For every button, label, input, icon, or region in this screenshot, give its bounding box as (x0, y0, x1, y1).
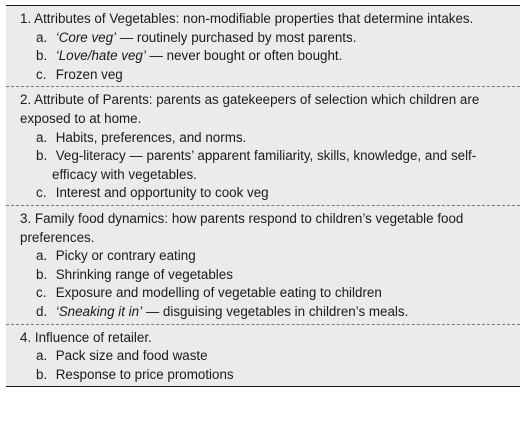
theme-section (6, 205, 520, 324)
themes-table (6, 5, 520, 387)
item-text: Frozen veg (55, 66, 123, 82)
item-text: Picky or contrary eating (55, 248, 196, 264)
item-label: b. (36, 148, 48, 164)
item-label: c. (36, 185, 47, 201)
list-item (36, 129, 512, 148)
theme-heading: 4. Influence of retailer. (20, 329, 152, 345)
theme-heading: 3. Family food dynamics: how parents respond to children’s vegetable food preferences. (20, 210, 464, 245)
theme-heading: 2. Attribute of Parents: parents as gatekeepers of selection which children are exposed to at home. (20, 92, 480, 126)
item-label: b. (36, 48, 48, 64)
item-label: a. (36, 348, 48, 364)
item-label: d. (36, 303, 48, 319)
item-text: Interest and opportunity to cook veg (55, 185, 269, 201)
list-item (36, 247, 512, 266)
theme-heading: 1. Attributes of Vegetables: non-modifiable properties that determine intakes. (20, 11, 474, 26)
item-label: c. (36, 66, 47, 82)
item-text: Response to price promotions (55, 366, 234, 382)
item-label: a. (36, 248, 48, 264)
item-emphasis: ‘Sneaking it in’ (55, 303, 143, 319)
theme-section (6, 324, 520, 387)
item-text: Habits, preferences, and norms. (55, 129, 247, 145)
list-item (36, 29, 512, 48)
list-item (36, 266, 512, 285)
item-text: Shrinking range of vegetables (55, 266, 233, 282)
item-text: — never bought or often bought. (145, 48, 343, 64)
list-item (36, 184, 512, 203)
item-text: — routinely purchased by most parents. (116, 29, 357, 45)
item-text: Pack size and food waste (55, 348, 208, 364)
item-text: Veg-literacy — parents’ apparent familiarity, skills, knowledge, and self-efficacy with vegetables. (52, 148, 477, 182)
item-emphasis: ‘Core veg’ (55, 29, 117, 45)
list-item (36, 303, 512, 322)
item-emphasis: ‘Love/hate veg’ (55, 48, 146, 64)
item-text: — disguising vegetables in children’s meals. (142, 303, 409, 319)
item-text: Exposure and modelling of vegetable eating to children (55, 285, 382, 301)
list-item (36, 347, 512, 366)
item-label: a. (36, 129, 48, 145)
theme-section (6, 6, 520, 86)
item-label: b. (36, 366, 48, 382)
list-item (36, 47, 512, 66)
item-label: a. (36, 29, 48, 45)
list-item (36, 284, 512, 303)
list-item (36, 147, 512, 184)
list-item (36, 366, 512, 385)
theme-section (6, 86, 520, 205)
item-label: b. (36, 266, 48, 282)
list-item (36, 66, 512, 85)
item-label: c. (36, 285, 47, 301)
